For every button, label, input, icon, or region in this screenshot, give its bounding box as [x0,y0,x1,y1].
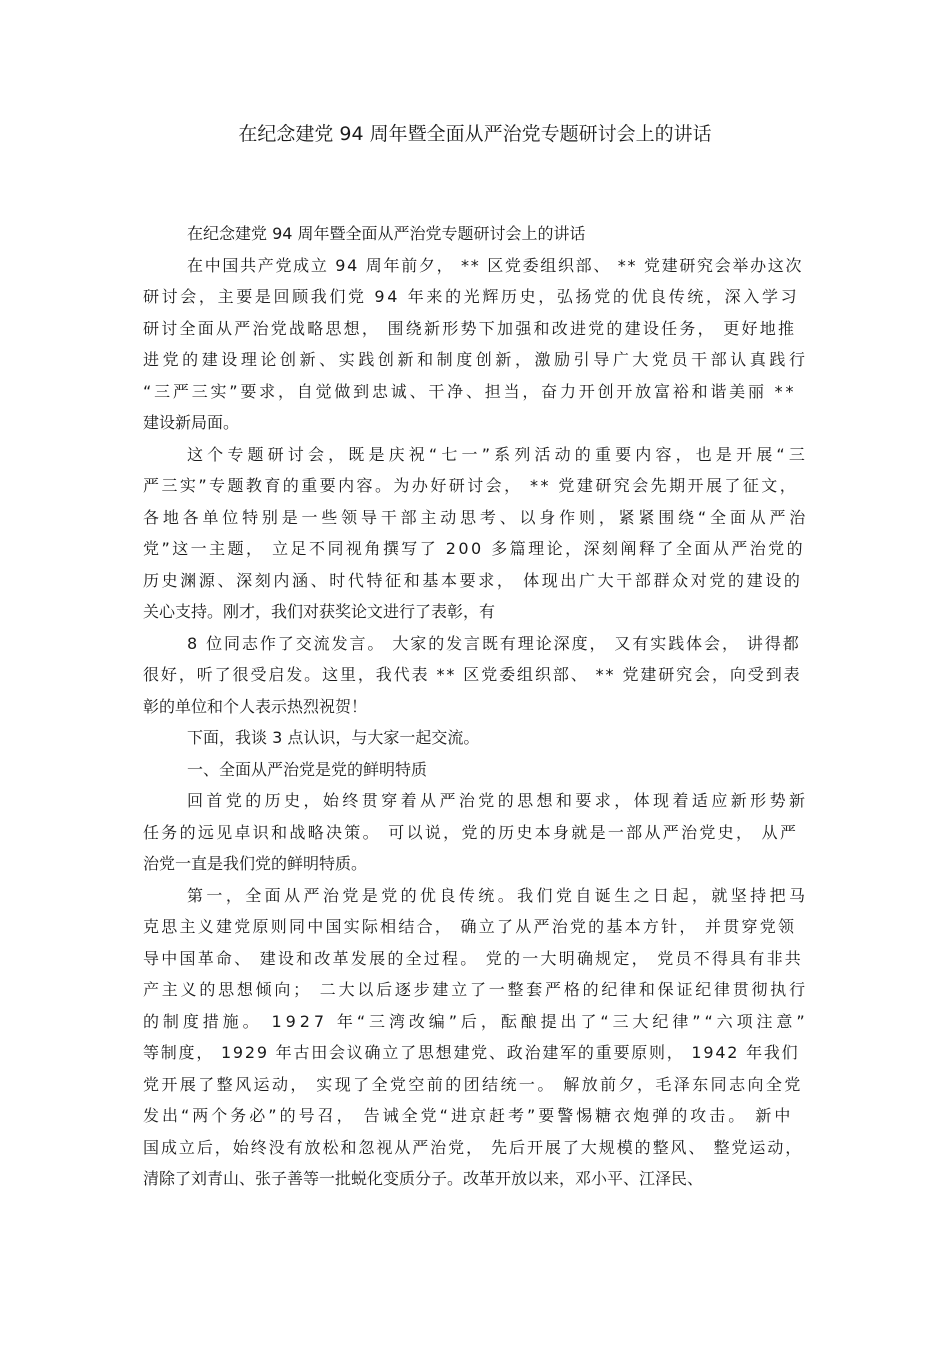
body-line: 第一，全面从严治党是党的优良传统。我们党自诞生之日起，就坚持把马 [187,885,809,905]
body-line: 在纪念建党 94 周年暨全面从严治党专题研讨会上的讲话 [187,224,586,243]
body-line: 严三实”专题教育的重要内容。为办好研讨会， ** 党建研究会先期开展了征文， [143,476,799,495]
body-line: 进党的建设理论创新、实践创新和制度创新，激励引导广大党员干部认真践行 [143,350,809,369]
body-line: 等制度， 1929 年古田会议确立了思想建党、政治建军的重要原则， 1942 年我们 [143,1043,800,1062]
body-line: 关心支持。刚才，我们对获奖论文进行了表彰，有 [143,602,496,621]
body-line: “三严三实”要求，自觉做到忠诚、干净、担当，奋力开创开放富裕和谐美丽 ** [143,381,797,401]
body-line: 国成立后，始终没有放松和忽视从严治党， 先后开展了大规模的整风、 整党运动， [143,1137,804,1157]
body-line: 8 位同志作了交流发言。 大家的发言既有理论深度， 又有实践体会， 讲得都 [187,633,801,653]
page-title: 在纪念建党 94 周年暨全面从严治党专题研讨会上的讲话 [238,123,712,145]
body-line: 一、全面从严治党是党的鲜明特质 [187,759,428,779]
body-line: 清除了刘青山、张子善等一批蜕化变质分子。改革开放以来，邓小平、江泽民、 [143,1169,704,1188]
body-line: 任务的远见卓识和战略决策。 可以说，党的历史本身就是一部从严治党史， 从严 [143,822,799,842]
body-line: 很好，听了很受启发。这里，我代表 ** 区党委组织部、 ** 党建研究会，向受到表 [143,665,802,684]
body-line: 产主义的思想倾向； 二大以后逐步建立了一整套严格的纪律和保证纪律贯彻执行 [143,980,808,999]
body-line: 彰的单位和个人表示热烈祝贺！ [143,696,368,716]
body-line: 党”这一主题， 立足不同视角撰写了 200 多篇理论，深刻阐释了全面从严治党的 [143,539,806,558]
body-line: 导中国革命、 建设和改革发展的全过程。 党的一大明确规定， 党员不得具有非共 [143,948,804,968]
body-line: 治党一直是我们党的鲜明特质。 [143,854,368,873]
body-line: 这个专题研讨会，既是庆祝“七一”系列活动的重要内容，也是开展“三 [187,444,810,464]
body-line: 研讨会，主要是回顾我们党 94 年来的光辉历史，弘扬党的优良传统，深入学习 [143,287,800,306]
body-line: 各地各单位特别是一些领导干部主动思考、以身作则，紧紧围绕“全面从严治 [143,507,810,527]
body-line: 历史渊源、深刻内涵、时代特征和基本要求， 体现出广大干部群众对党的建设的 [143,570,803,590]
body-line: 在中国共产党成立 94 周年前夕， ** 区党委组织部、 ** 党建研究会举办这次 [187,255,804,275]
body-line: 下面，我谈 3 点认识，与大家一起交流。 [187,728,480,747]
body-line: 建设新局面。 [143,413,240,432]
body-line: 克思主义建党原则同中国实际相结合， 确立了从严治党的基本方针， 并贯穿党领 [143,917,797,936]
body-line: 研讨全面从严治党战略思想， 围绕新形势下加强和改进党的建设任务， 更好地推 [143,318,797,338]
body-line: 回首党的历史，始终贯穿着从严治党的思想和要求，体现着适应新形势新 [187,791,809,810]
body-line: 的制度措施。 1927 年“三湾改编”后，酝酿提出了“三大纪律”“六项注意” [143,1011,809,1031]
body-line: 发出“两个务必”的号召， 告诫全党“进京赶考”要警惕糖衣炮弹的攻击。 新中 [143,1106,794,1125]
body-line: 党开展了整风运动， 实现了全党空前的团结统一。 解放前夕，毛泽东同志向全党 [143,1074,803,1094]
